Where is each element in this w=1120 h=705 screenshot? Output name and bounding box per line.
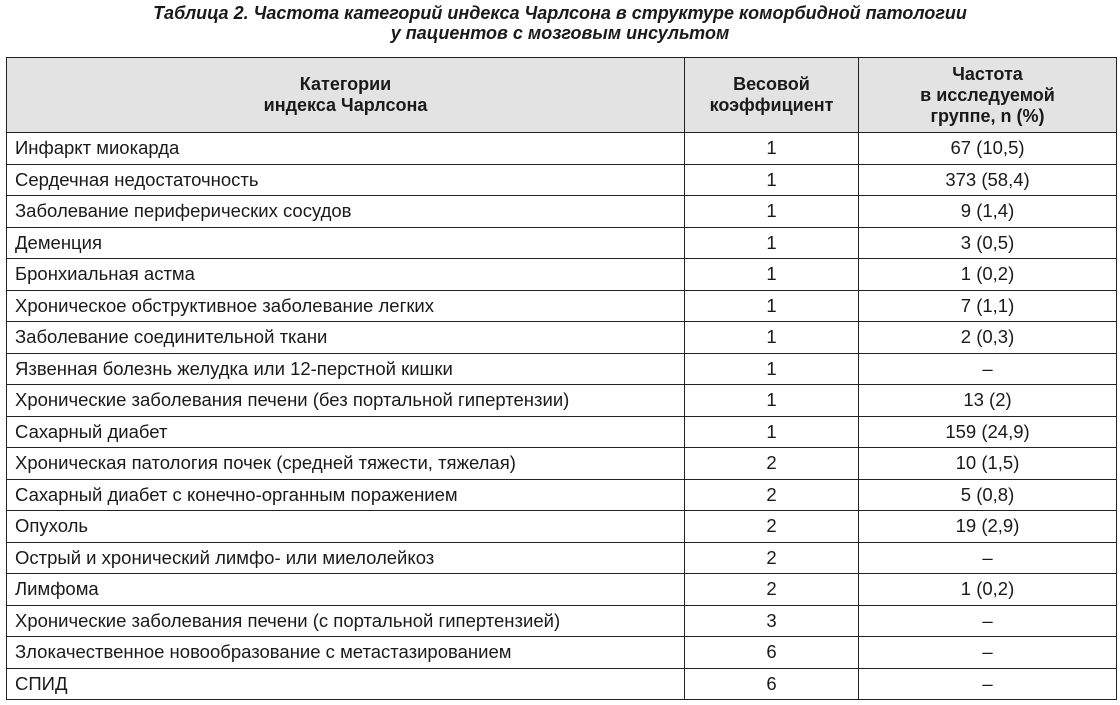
category-cell: Инфаркт миокарда [7, 133, 685, 165]
header-row [7, 58, 1117, 133]
category-cell: Хронические заболевания печени (без портальной гипертензии) [7, 385, 685, 417]
category-cell: Хронические заболевания печени (с портальной гипертензией) [7, 605, 685, 637]
header-weight: Весовой коэффициент [685, 58, 859, 133]
category-cell: Бронхиальная астма [7, 259, 685, 291]
frequency-cell: 7 (1,1) [859, 290, 1117, 322]
frequency-cell: – [859, 542, 1117, 574]
table-row [7, 227, 1117, 259]
weight-cell: 2 [685, 542, 859, 574]
table-row [7, 668, 1117, 700]
weight-cell: 1 [685, 196, 859, 228]
weight-cell: 2 [685, 479, 859, 511]
table-row [7, 196, 1117, 228]
table-row [7, 322, 1117, 354]
category-cell: Деменция [7, 227, 685, 259]
table-row [7, 637, 1117, 669]
frequency-cell: 1 (0,2) [859, 259, 1117, 291]
frequency-cell: 2 (0,3) [859, 322, 1117, 354]
category-cell: Хроническое обструктивное заболевание легких [7, 290, 685, 322]
frequency-cell: 373 (58,4) [859, 164, 1117, 196]
weight-cell: 1 [685, 259, 859, 291]
table-header [7, 58, 1117, 133]
caption-line-2: у пациентов с мозговым инсультом [390, 23, 730, 43]
table-row [7, 479, 1117, 511]
weight-cell: 6 [685, 668, 859, 700]
table-row [7, 574, 1117, 606]
weight-cell: 3 [685, 605, 859, 637]
frequency-cell: 13 (2) [859, 385, 1117, 417]
table-row [7, 353, 1117, 385]
weight-cell: 1 [685, 290, 859, 322]
frequency-cell: 19 (2,9) [859, 511, 1117, 543]
weight-cell: 1 [685, 416, 859, 448]
category-cell: Сахарный диабет с конечно-органным поражением [7, 479, 685, 511]
weight-cell: 1 [685, 322, 859, 354]
table-row [7, 448, 1117, 480]
weight-cell: 1 [685, 227, 859, 259]
weight-cell: 1 [685, 385, 859, 417]
weight-cell: 2 [685, 448, 859, 480]
table-row [7, 511, 1117, 543]
category-cell: Злокачественное новообразование с метастазированием [7, 637, 685, 669]
table-row [7, 605, 1117, 637]
frequency-cell: 3 (0,5) [859, 227, 1117, 259]
frequency-cell: 1 (0,2) [859, 574, 1117, 606]
category-cell: Лимфома [7, 574, 685, 606]
weight-cell: 2 [685, 511, 859, 543]
category-cell: Заболевание соединительной ткани [7, 322, 685, 354]
category-cell: Заболевание периферических сосудов [7, 196, 685, 228]
weight-cell: 1 [685, 164, 859, 196]
category-cell: СПИД [7, 668, 685, 700]
weight-cell: 2 [685, 574, 859, 606]
table-row [7, 259, 1117, 291]
table-body [7, 133, 1117, 700]
table-row [7, 385, 1117, 417]
frequency-cell: – [859, 637, 1117, 669]
header-category: Категории индекса Чарлсона [7, 58, 685, 133]
table-row [7, 542, 1117, 574]
table-row [7, 133, 1117, 165]
category-cell: Язвенная болезнь желудка или 12-перстной кишки [7, 353, 685, 385]
charlson-index-table [6, 57, 1117, 700]
header-frequency: Частота в исследуемой группе, n (%) [859, 58, 1117, 133]
caption-line-1: Таблица 2. Частота категорий индекса Чарлсона в структуре коморбидной патологии [153, 3, 967, 23]
category-cell: Острый и хронический лимфо- или миелолейкоз [7, 542, 685, 574]
frequency-cell: – [859, 353, 1117, 385]
table-row [7, 290, 1117, 322]
frequency-cell: 159 (24,9) [859, 416, 1117, 448]
frequency-cell: 67 (10,5) [859, 133, 1117, 165]
table-row [7, 164, 1117, 196]
frequency-cell: 9 (1,4) [859, 196, 1117, 228]
table-row [7, 416, 1117, 448]
frequency-cell: 10 (1,5) [859, 448, 1117, 480]
weight-cell: 1 [685, 133, 859, 165]
weight-cell: 1 [685, 353, 859, 385]
category-cell: Опухоль [7, 511, 685, 543]
category-cell: Сахарный диабет [7, 416, 685, 448]
category-cell: Сердечная недостаточность [7, 164, 685, 196]
category-cell: Хроническая патология почек (средней тяжести, тяжелая) [7, 448, 685, 480]
frequency-cell: 5 (0,8) [859, 479, 1117, 511]
table-caption [0, 0, 1120, 43]
weight-cell: 6 [685, 637, 859, 669]
frequency-cell: – [859, 668, 1117, 700]
frequency-cell: – [859, 605, 1117, 637]
